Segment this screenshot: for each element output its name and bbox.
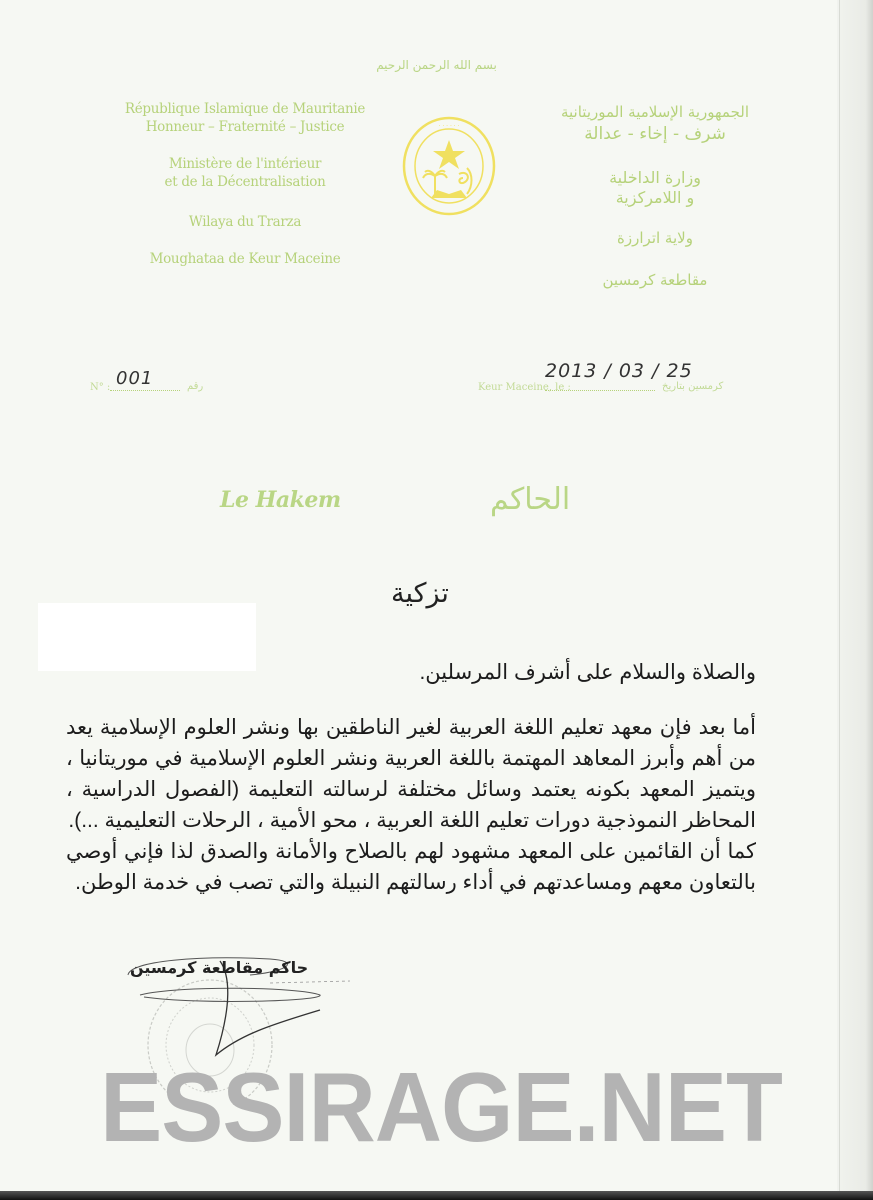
date-label-ar: كرمسين بتاريخ	[662, 381, 724, 392]
reference-number: 001	[116, 368, 154, 389]
office-title-ar: الحاكم	[490, 482, 571, 517]
date-dotted-line	[545, 390, 655, 391]
number-label-fr: N° :	[90, 382, 111, 393]
letter-body	[66, 657, 756, 898]
wilaya-fr: Wilaya du Trarza	[188, 214, 302, 230]
ministry-ar-line2: و اللامركزية	[615, 188, 695, 207]
letterhead-arabic	[520, 102, 790, 290]
ministry-fr-line1: Ministère de l'intérieur	[168, 156, 322, 172]
office-title-fr: Le Hakem	[220, 487, 341, 513]
reference-row	[0, 360, 873, 398]
motto-fr: Honneur – Fraternité – Justice	[145, 119, 345, 135]
svg-text:· · · · · ·: · · · · · ·	[438, 123, 460, 130]
body-paragraph-1: أما بعد فإن معهد تعليم اللغة العربية لغير الناطقين بها ونشر العلوم الإسلامية يعد من أهم وأبرز المعاهد المهتمة باللغة العربية ونشر العلوم الإسلامية في موريتانيا ، ويتميز المعهد بكونه يعتمد وسائل مختلفة لرسالته التعليمة (الفصول الدراسية ، المحاظر النموذجية دورات تعليم اللغة العربية ، محو الأمية ، الرحلات التعليمية ...).	[66, 716, 756, 832]
ministry-ar-line1: وزارة الداخلية	[609, 168, 701, 187]
date-label-fr: Keur Maceine, le :	[478, 382, 571, 393]
republic-name-fr: République Islamique de Mauritanie	[124, 101, 366, 117]
coat-of-arms-icon	[401, 116, 497, 216]
site-watermark: ESSIRAGE.NET	[100, 1052, 782, 1162]
ministry-fr-line2: et de la Décentralisation	[164, 174, 326, 190]
moughataa-fr: Moughataa de Keur Maceine	[149, 251, 341, 267]
signatory-title: حاكم مقاطعة كرمسين	[130, 958, 309, 977]
motto-ar: شرف - إخاء - عدالة	[584, 124, 726, 144]
number-label-ar: رقم	[187, 381, 204, 392]
bismillah: بسم الله الرحمن الرحيم	[376, 58, 497, 72]
scan-page-edge	[837, 0, 873, 1200]
number-dotted-line	[110, 390, 180, 391]
body-paragraph-2: كما أن القائمين على المعهد مشهود لهم بالصلاح والأمانة والصدق لذا فإني أوصي بالتعاون معهم ومساعدتهم في أداء رسالتهم النبيلة والتي تصب في خدمة الوطن.	[66, 840, 756, 894]
document-subject: تزكية	[391, 578, 449, 609]
scan-bottom-edge	[0, 1191, 873, 1200]
salutation: والصلاة والسلام على أشرف المرسلين.	[419, 661, 756, 684]
wilaya-ar: ولاية اترارزة	[617, 229, 693, 247]
letterhead-french	[110, 100, 380, 268]
reference-date: 2013 / 03 / 25	[545, 360, 693, 382]
moughataa-ar: مقاطعة كرمسين	[602, 271, 708, 289]
republic-name-ar: الجمهورية الإسلامية الموريتانية	[560, 103, 749, 121]
